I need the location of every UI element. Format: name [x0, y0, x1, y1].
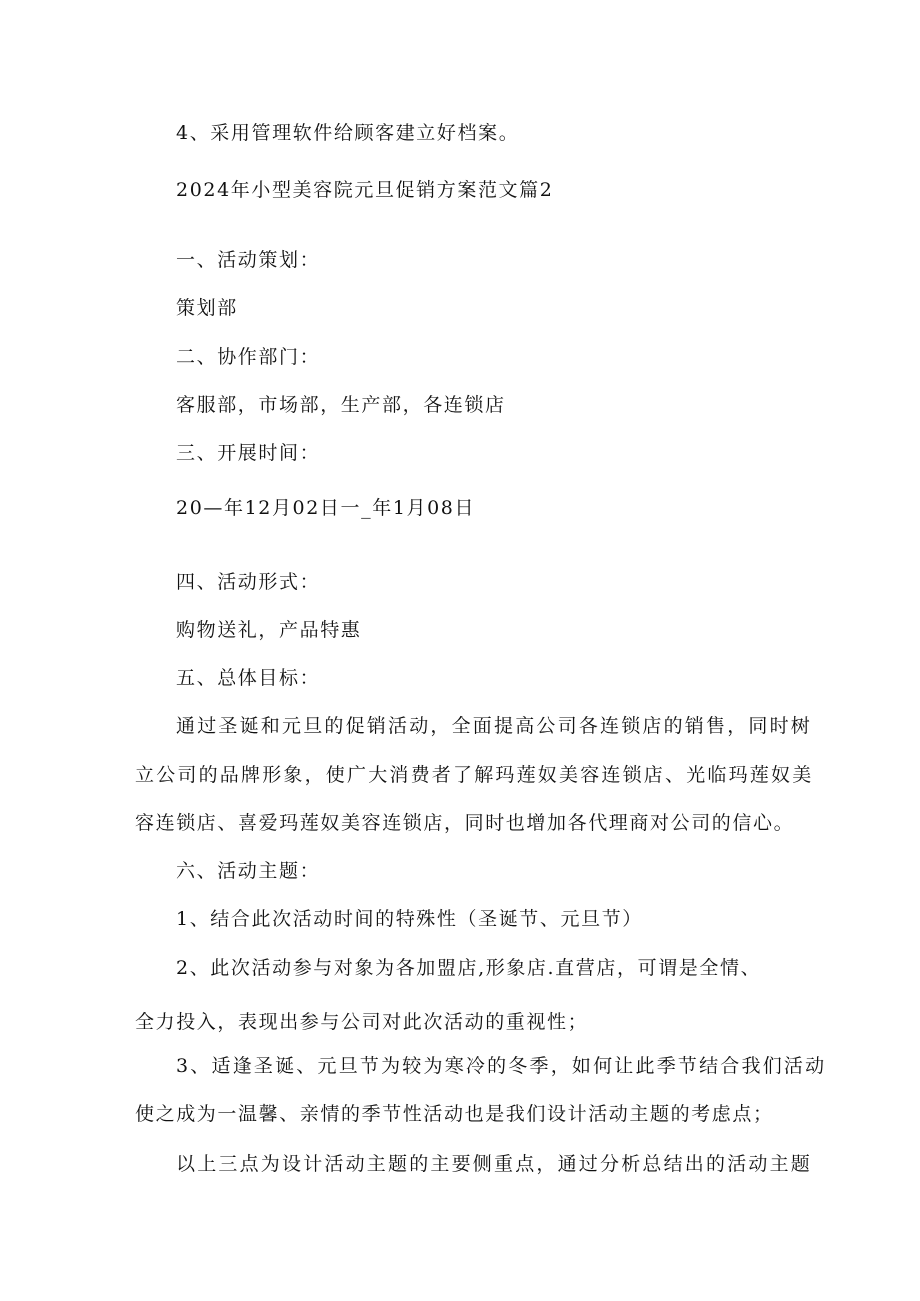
heading-activity-planning: 一、活动策划：	[176, 249, 321, 271]
theme-point-1: 1、结合此次活动时间的特殊性（圣诞节、元旦节）	[176, 908, 643, 930]
heading-cooperating-departments: 二、协作部门：	[176, 346, 321, 368]
heading-activity-form: 四、活动形式：	[176, 571, 321, 593]
theme-point-3-line-1: 3、适逢圣诞、元旦节为较为寒冷的冬季，如何让此季节结合我们活动	[176, 1055, 827, 1077]
heading-activity-theme: 六、活动主题：	[176, 860, 321, 882]
theme-point-3-line-2: 使之成为一温馨、亲情的季节性活动也是我们设计活动主题的考虑点；	[135, 1103, 774, 1125]
goal-paragraph-line-3: 容连锁店、喜爱玛莲奴美容连锁店，同时也增加各代理商对公司的信心。	[135, 812, 795, 834]
activity-form: 购物送礼，产品特惠	[176, 619, 362, 641]
goal-paragraph-line-1: 通过圣诞和元旦的促销活动，全面提高公司各连锁店的销售，同时树	[176, 715, 813, 737]
cooperating-departments: 客服部，市场部，生产部，各连锁店	[176, 394, 506, 416]
heading-schedule: 三、开展时间：	[176, 442, 321, 464]
list-item-archive: 4、采用管理软件给顾客建立好档案。	[176, 122, 520, 144]
heading-overall-goal: 五、总体目标：	[176, 667, 321, 689]
goal-paragraph-line-2: 立公司的品牌形象，使广大消费者了解玛莲奴美容连锁店、光临玛莲奴美	[135, 764, 814, 786]
theme-point-2-line-2: 全力投入，表现出参与公司对此次活动的重视性；	[135, 1011, 589, 1033]
theme-point-2-line-1: 2、此次活动参与对象为各加盟店,形象店.直营店，可谓是全情、	[176, 957, 762, 979]
section-title: 2024年小型美容院元旦促销方案范文篇2	[176, 179, 554, 201]
schedule-dates: 20—年12月02日一_年1月08日	[176, 497, 476, 519]
theme-summary-line: 以上三点为设计活动主题的主要侧重点，通过分析总结出的活动主题	[176, 1153, 813, 1175]
planning-department: 策划部	[176, 297, 238, 319]
